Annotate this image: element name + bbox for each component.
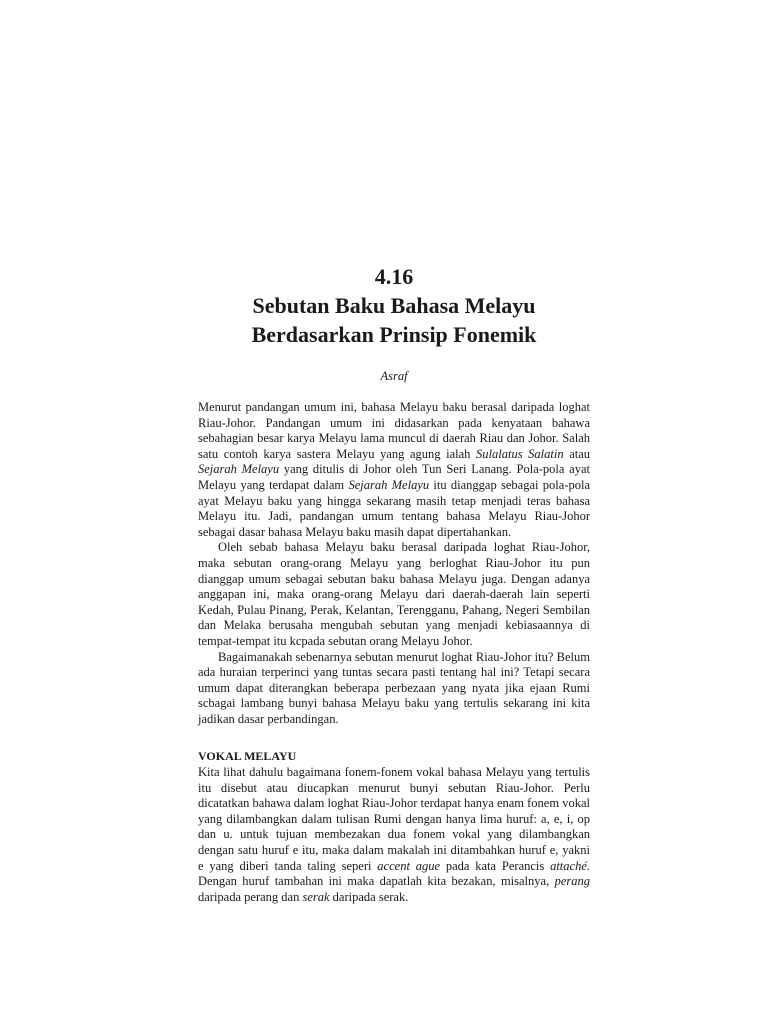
section-body <box>198 765 590 905</box>
article-heading <box>198 262 590 349</box>
article-body <box>198 400 590 727</box>
text-run: Menurut pandangan umum ini, bahasa Melayu baku berasal daripada loghat Riau-Johor. Pandangan umum ini didasarkan pada kenyataan bahawa sebahagian besar karya Melayu lama muncul di daerah Riau dan Johor. Salah satu contoh karya sastera Melayu yang agung ialah <box>198 400 590 461</box>
text-run: Bagaimanakah sebenarnya sebutan menurut loghat Riau-Johor itu? Belum ada huraian terperinci yang tuntas secara pasti tentang hal ini? Tetapi secara umum dapat diterangkan beberapa perbezaan yang nyata jika ejaan Rumi scbagai lambang bunyi bahasa Melayu baku yang tertulis sekarang ini kita jadikan dasar perbandingan. <box>198 649 590 726</box>
section-heading: VOKAL MELAYU <box>198 749 297 764</box>
paragraph <box>198 765 590 905</box>
text-run: Kita lihat dahulu bagaimana fonem-fonem vokal bahasa Melayu yang tertulis itu disebut atau diucapkan menurut bunyi sebutan Riau-Johor. Perlu dicatatkan bahawa dalam loghat Riau-Johor terdapat hanya enam fonem vokal yang dilambangkan dalam tulisan Rumi dengan hanya lima huruf: a, e, i, op dan u. untuk tujuan membezakan dua fonem vokal yang dilambangkan dengan satu huruf e itu, maka dalam makalah ini ditambahkan huruf e, yakni e yang diberi tanda taling seperi <box>198 765 590 873</box>
italic-text: Sulalatus Salatin <box>476 446 564 461</box>
paragraph <box>198 400 590 540</box>
italic-text: Sejarah Melayu <box>348 477 430 492</box>
italic-text: accent ague <box>377 858 441 873</box>
paragraph <box>198 540 590 649</box>
document-page <box>198 262 590 905</box>
text-run: daripada serak. <box>329 889 409 904</box>
text-run: Oleh sebab bahasa Melayu baku berasal daripada loghat Riau-Johor, maka sebutan orang-orang Melayu yang berloghat Riau-Johor itu pun dianggap umum sebagai sebutan baku bahasa Melayu juga. Dengan adanya anggapan ini, maka orang-orang Melayu dari daerah-daerah lain seperti Kedah, Pulau Pinang, Perak, Kelantan, Terengganu, Pahang, Negeri Sembilan dan Melaka berusaha mengubah sebutan yang menjadi kebiasaannya di tempat-tempat itu kcpada sebutan orang Melayu Johor. <box>198 540 590 648</box>
article-number: 4.16 <box>374 264 414 289</box>
italic-text: perang <box>554 874 590 889</box>
text-run: atau <box>563 446 591 461</box>
text-run: pada kata Perancis <box>440 858 551 873</box>
text-run: Dengan huruf tambahan ini maka dapatlah kita bezakan, misalnya, <box>198 874 555 889</box>
italic-text: serak <box>302 889 330 904</box>
article-title-line-1: Sebutan Baku Bahasa Melayu <box>252 293 536 318</box>
text-run: itu dianggap sebagai pola-pola ayat Melayu baku yang hingga sekarang masih tetap menjadi teras bahasa Melayu itu. Jadi, pandangan umum tentang bahasa Melayu Riau-Johor sebagai dasar bahasa Melayu baku masih dapat dipertahankan. <box>198 477 590 539</box>
italic-text: attaché. <box>550 858 590 873</box>
italic-text: Sejarah Melayu <box>198 462 280 477</box>
article-title-line-2: Berdasarkan Prinsip Fonemik <box>251 322 537 347</box>
article-author: Asraf <box>380 369 408 383</box>
text-run: daripada perang dan <box>198 889 303 904</box>
paragraph <box>198 650 590 728</box>
text-run: yang ditulis di Johor oleh Tun Seri Lanang. Pola-pola ayat Melayu yang terdapat dalam <box>198 462 590 492</box>
